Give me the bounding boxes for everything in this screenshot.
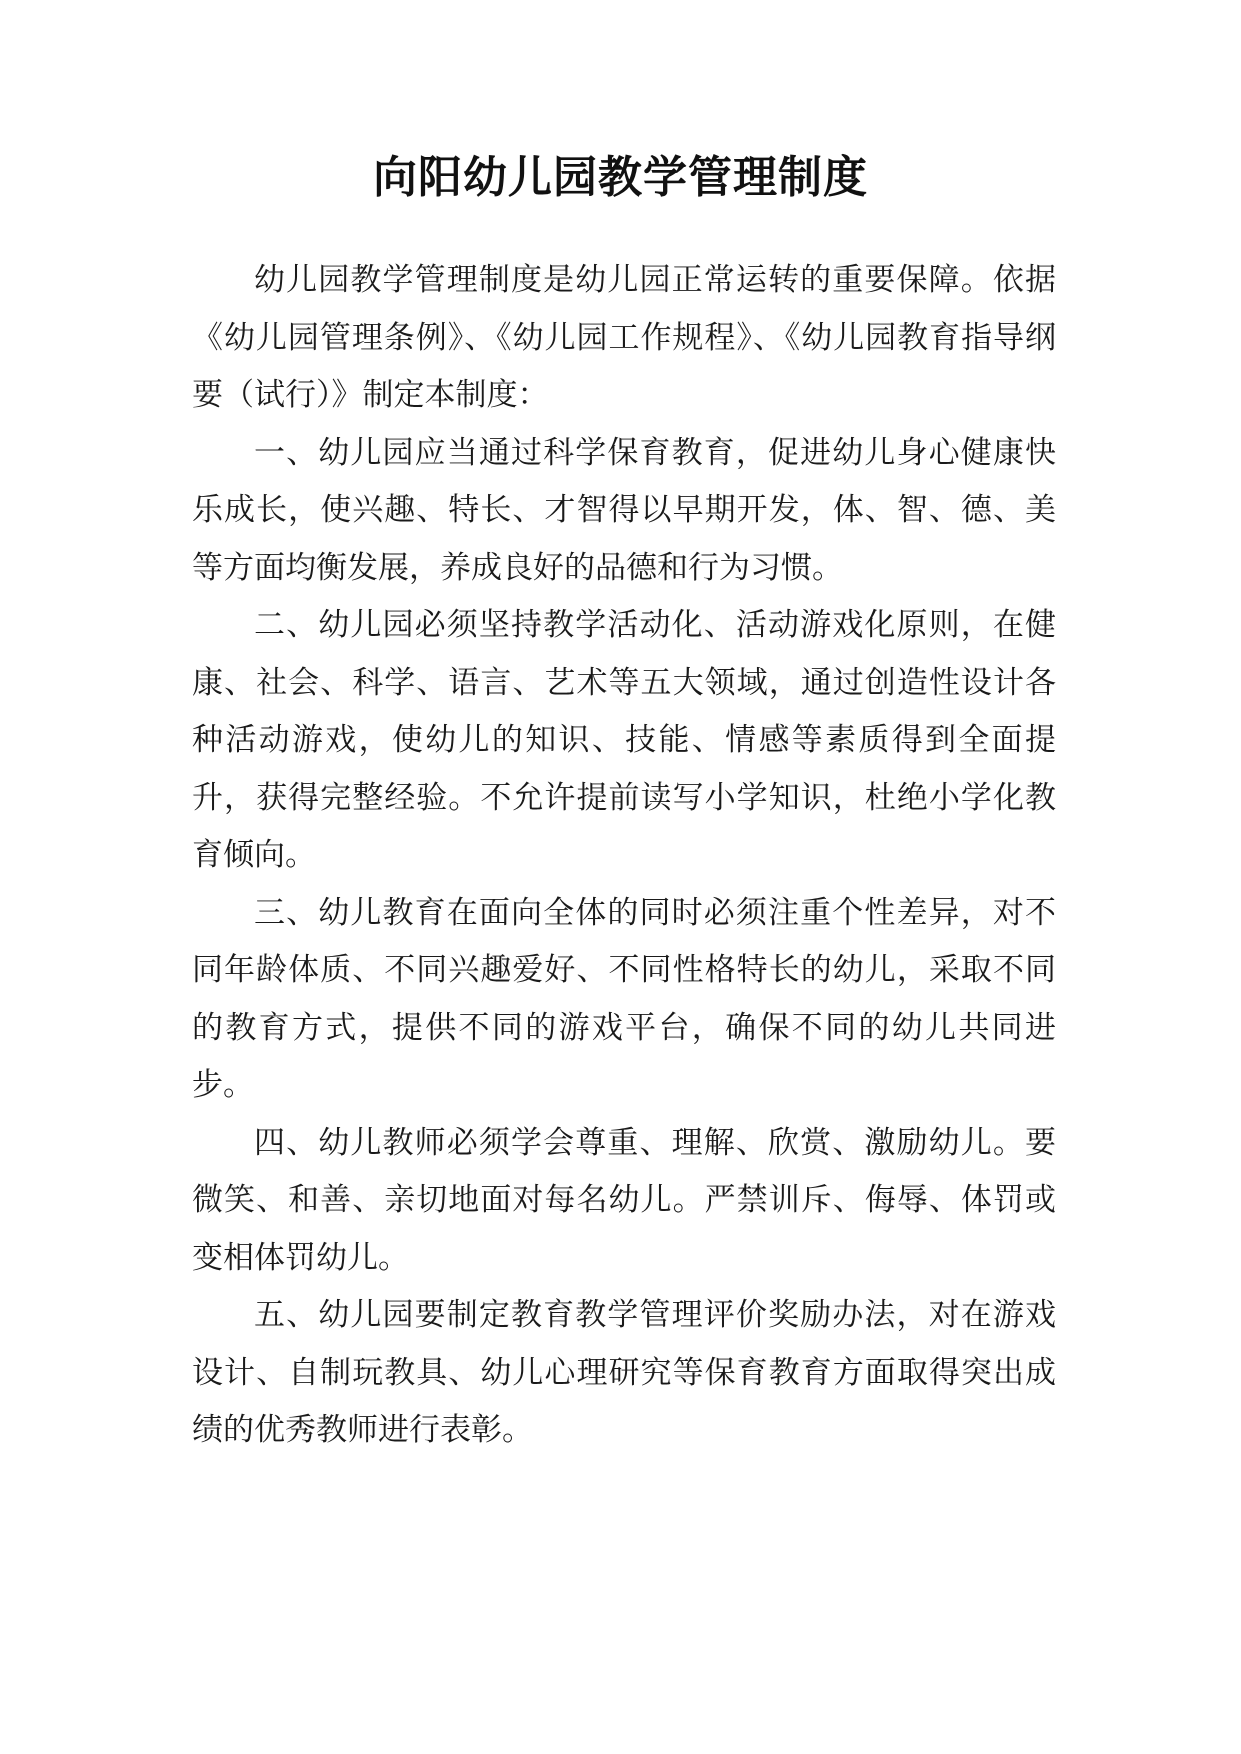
paragraph-article-4: 四、幼儿教师必须学会尊重、理解、欣赏、激励幼儿。要微笑、和善、亲切地面对每名幼儿。严禁训斥、侮辱、体罚或变相体罚幼儿。 <box>192 1124 1056 1276</box>
paragraph-article-1: 一、幼儿园应当通过科学保育教育，促进幼儿身心健康快乐成长，使兴趣、特长、才智得以早期开发，体、智、德、美等方面均衡发展，养成良好的品德和行为习惯。 <box>192 434 1056 586</box>
document-body <box>192 252 1056 1460</box>
paragraph-article-2: 二、幼儿园必须坚持教学活动化、活动游戏化原则，在健康、社会、科学、语言、艺术等五大领域，通过创造性设计各种活动游戏，使幼儿的知识、技能、情感等素质得到全面提升，获得完整经验。不允许提前读写小学知识，杜绝小学化教育倾向。 <box>192 607 1056 873</box>
paragraph-article-3: 三、幼儿教育在面向全体的同时必须注重个性差异，对不同年龄体质、不同兴趣爱好、不同性格特长的幼儿，采取不同的教育方式，提供不同的游戏平台，确保不同的幼儿共同进步。 <box>192 894 1056 1103</box>
paragraph-article-5: 五、幼儿园要制定教育教学管理评价奖励办法，对在游戏设计、自制玩教具、幼儿心理研究等保育教育方面取得突出成绩的优秀教师进行表彰。 <box>192 1297 1056 1448</box>
document-title: 向阳幼儿园教学管理制度 <box>373 152 868 203</box>
paragraph-intro: 幼儿园教学管理制度是幼儿园正常运转的重要保障。依据《幼儿园管理条例》、《幼儿园工作规程》、《幼儿园教育指导纲要（试行）》制定本制度： <box>192 262 1056 413</box>
